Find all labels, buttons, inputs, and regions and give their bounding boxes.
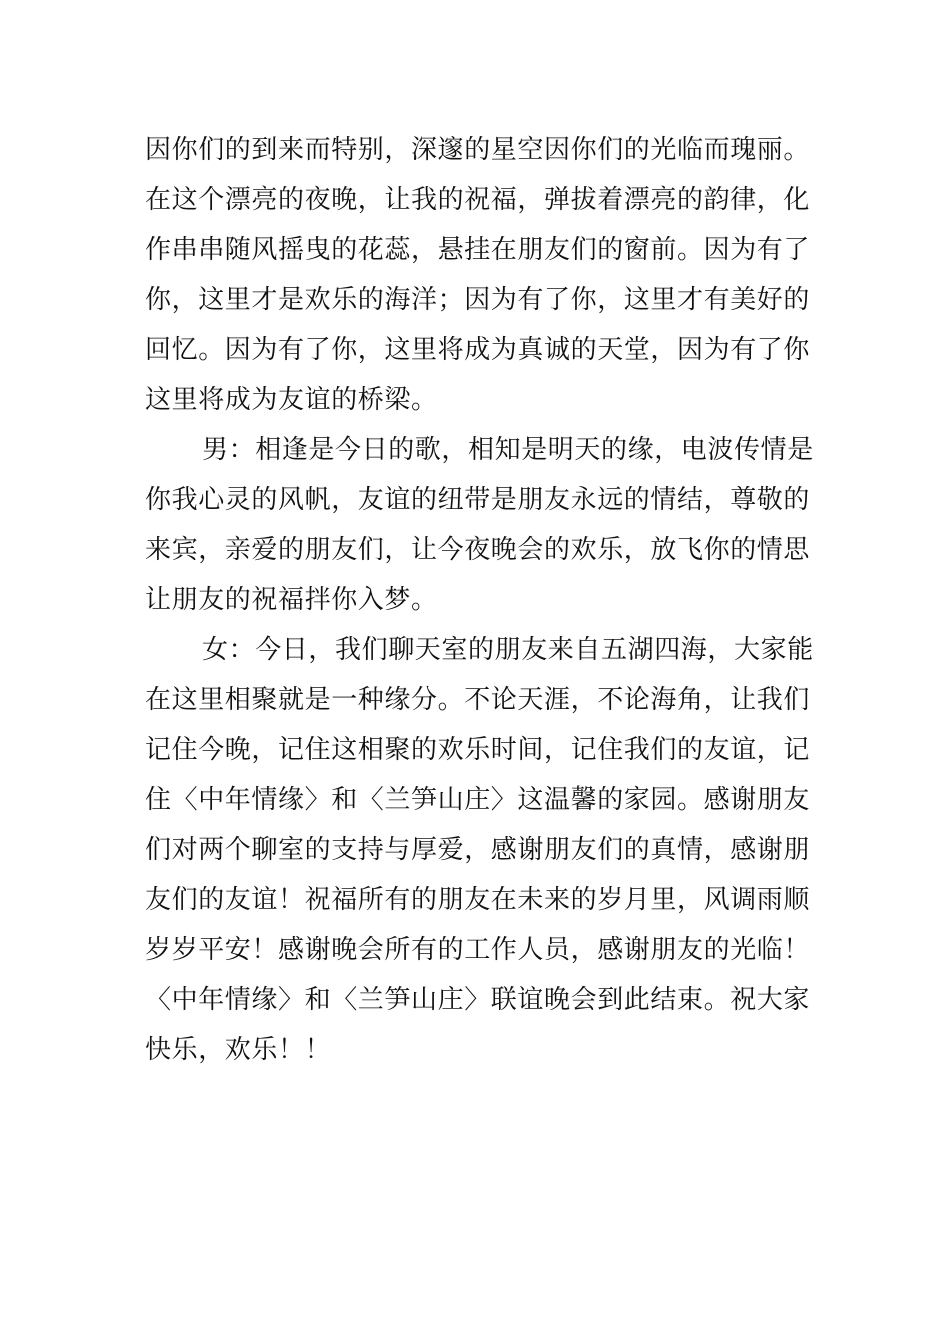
paragraph-continuation [145, 125, 810, 425]
text-line: 们对两个聊室的支持与厚爱，感谢朋友们的真情，感谢朋 [145, 835, 811, 865]
text-line: 让朋友的祝福拌你入梦。 [145, 585, 438, 615]
paragraph-male-host [145, 425, 814, 625]
text-line: 快乐，欢乐！！ [145, 1035, 332, 1065]
text-line: 在这里相聚就是一种缘分。不论天涯，不论海角，让我们 [145, 685, 811, 715]
text-line: 来宾，亲爱的朋友们，让今夜晚会的欢乐，放飞你的情思 [145, 535, 811, 565]
text-line: 友们的友谊！祝福所有的朋友在未来的岁月里，风调雨顺 [145, 885, 811, 915]
text-line: 回忆。因为有了你，这里将成为真诚的天堂，因为有了你 [145, 335, 811, 365]
text-line: 男：相逢是今日的歌，相知是明天的缘，电波传情是 [202, 435, 814, 465]
text-line: 女：今日，我们聊天室的朋友来自五湖四海，大家能 [202, 635, 814, 665]
paragraph-female-host [145, 625, 814, 1075]
text-line: 在这个漂亮的夜晚，让我的祝福，弹拔着漂亮的韵律，化 [145, 185, 811, 215]
text-line: 这里将成为友谊的桥梁。 [145, 385, 438, 415]
text-line: 记住今晚，记住这相聚的欢乐时间，记住我们的友谊，记 [145, 735, 811, 765]
document-body [145, 125, 814, 1075]
text-line: 〈中年情缘〉和〈兰笋山庄〉联谊晚会到此结束。祝大家 [145, 985, 811, 1015]
text-line: 你，这里才是欢乐的海洋；因为有了你，这里才有美好的 [145, 285, 811, 315]
text-line: 作串串随风摇曳的花蕊，悬挂在朋友们的窗前。因为有了 [145, 235, 811, 265]
text-line: 岁岁平安！感谢晚会所有的工作人员，感谢朋友的光临！ [145, 935, 811, 965]
text-line: 你我心灵的风帆，友谊的纽带是朋友永远的情结，尊敬的 [145, 485, 811, 515]
text-line: 住〈中年情缘〉和〈兰笋山庄〉这温馨的家园。感谢朋友 [145, 785, 811, 815]
text-line: 因你们的到来而特别，深邃的星空因你们的光临而瑰丽。 [145, 135, 811, 165]
